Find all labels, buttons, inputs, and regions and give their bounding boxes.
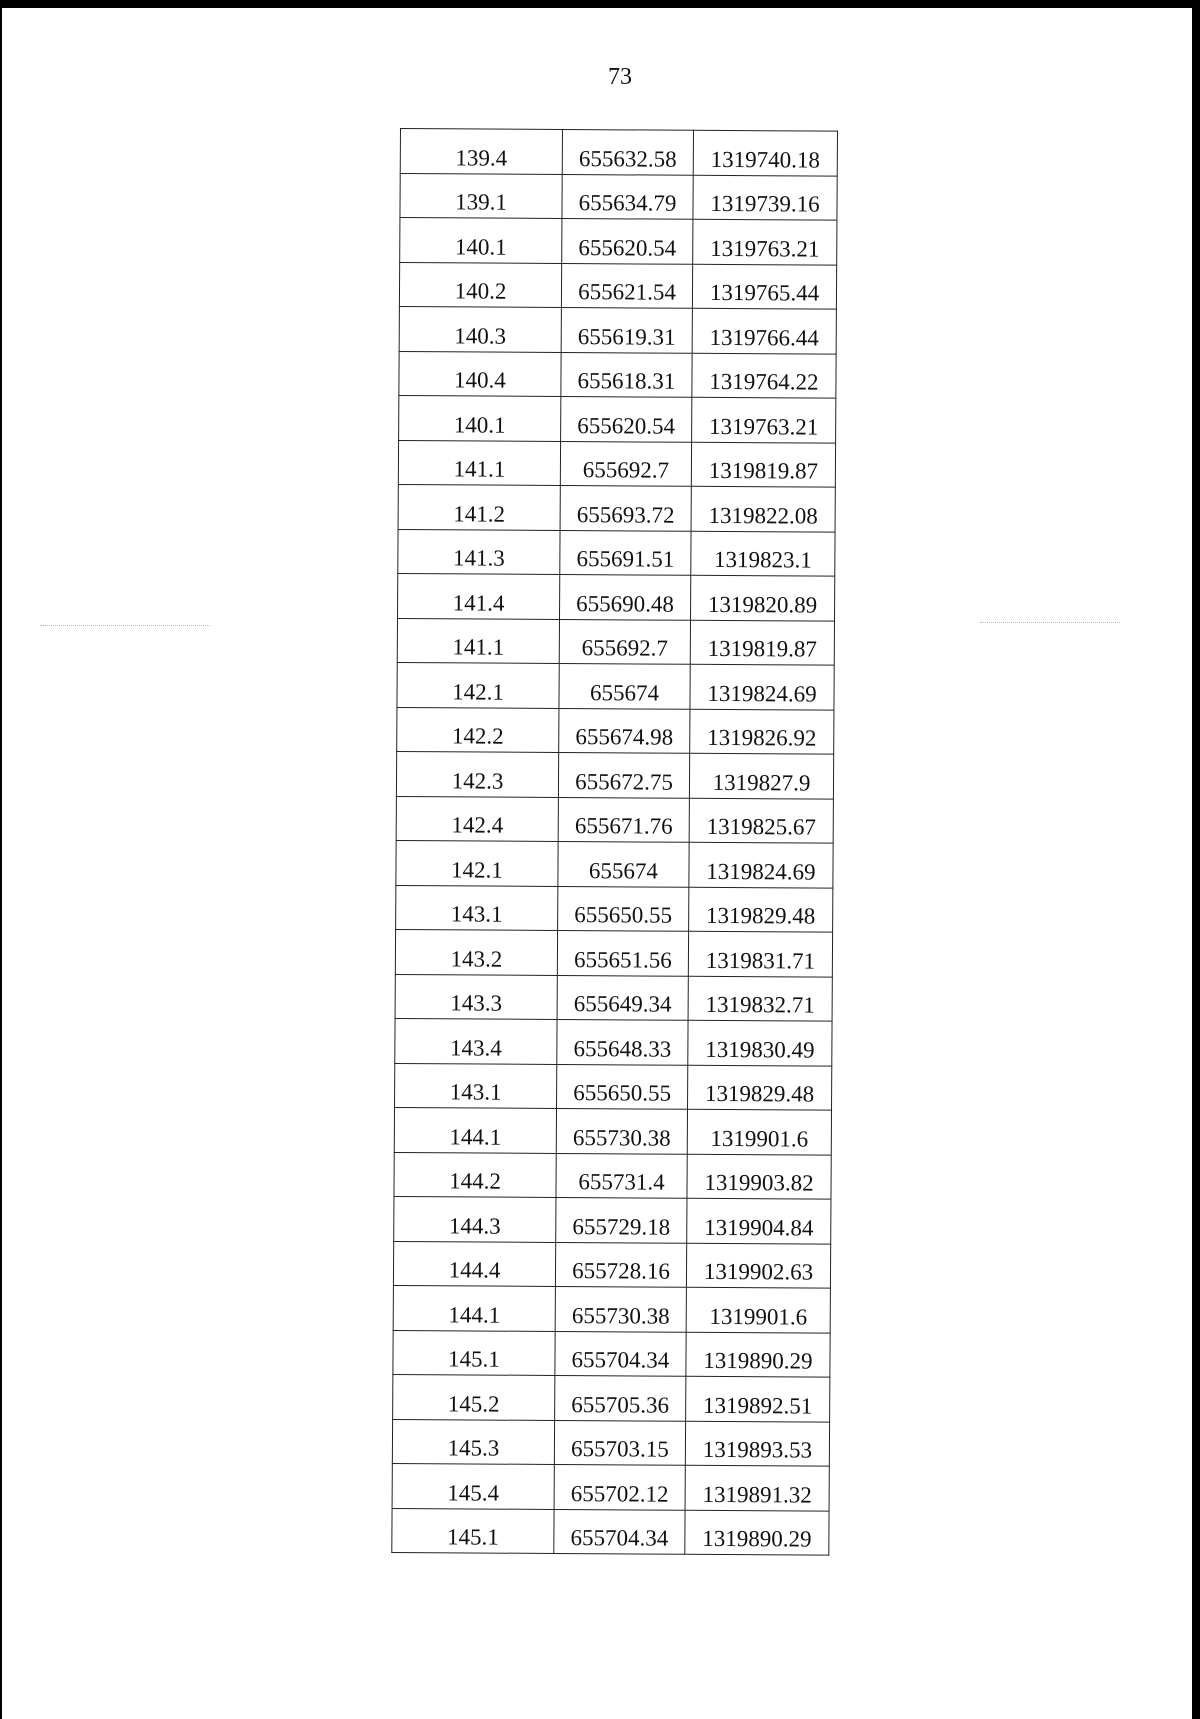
- y-coordinate-cell: 1319901.6: [686, 1287, 830, 1332]
- y-coordinate-cell: 1319825.67: [689, 798, 833, 843]
- table-row: [392, 1508, 829, 1555]
- page-number: 73: [608, 64, 632, 90]
- table-row: [393, 1374, 830, 1421]
- point-id-cell: 145.4: [392, 1463, 554, 1508]
- x-coordinate-cell: 655620.54: [561, 396, 692, 441]
- x-coordinate-cell: 655690.48: [560, 574, 691, 619]
- y-coordinate-cell: 1319831.71: [688, 931, 832, 976]
- x-coordinate-cell: 655618.31: [561, 352, 692, 397]
- table-row: [395, 929, 832, 976]
- y-coordinate-cell: 1319829.48: [689, 887, 833, 932]
- point-id-cell: 140.1: [399, 395, 561, 440]
- point-id-cell: 144.2: [394, 1152, 556, 1197]
- point-id-cell: 143.2: [395, 929, 557, 974]
- point-id-cell: 141.1: [397, 618, 559, 663]
- x-coordinate-cell: 655692.7: [559, 619, 690, 664]
- y-coordinate-cell: 1319890.29: [686, 1332, 830, 1377]
- table-row: [393, 1241, 830, 1288]
- point-id-cell: 145.3: [392, 1419, 554, 1464]
- table-row: [397, 662, 834, 709]
- y-coordinate-cell: 1319830.49: [688, 1020, 832, 1065]
- x-coordinate-cell: 655650.55: [558, 886, 689, 931]
- x-coordinate-cell: 655693.72: [560, 485, 691, 530]
- y-coordinate-cell: 1319893.53: [685, 1421, 829, 1466]
- x-coordinate-cell: 655648.33: [557, 1019, 688, 1064]
- point-id-cell: 141.4: [398, 573, 560, 618]
- y-coordinate-cell: 1319826.92: [690, 709, 834, 754]
- point-id-cell: 142.4: [396, 796, 558, 841]
- x-coordinate-cell: 655649.34: [557, 975, 688, 1020]
- x-coordinate-cell: 655671.76: [558, 797, 689, 842]
- x-coordinate-cell: 655691.51: [560, 530, 691, 575]
- table-row: [400, 218, 837, 265]
- point-id-cell: 140.1: [400, 218, 562, 263]
- y-coordinate-cell: 1319832.71: [688, 976, 832, 1021]
- y-coordinate-cell: 1319739.16: [693, 175, 837, 220]
- y-coordinate-cell: 1319819.87: [690, 620, 834, 665]
- x-coordinate-cell: 655620.54: [562, 218, 693, 263]
- x-coordinate-cell: 655731.4: [556, 1153, 687, 1198]
- scan-noise: [980, 622, 1120, 623]
- point-id-cell: 145.2: [393, 1374, 555, 1419]
- point-id-cell: 141.2: [398, 484, 560, 529]
- table-row: [399, 262, 836, 309]
- y-coordinate-cell: 1319903.82: [687, 1154, 831, 1199]
- x-coordinate-cell: 655674: [559, 663, 690, 708]
- table-row: [399, 306, 836, 353]
- point-id-cell: 140.4: [399, 351, 561, 396]
- table-row: [393, 1285, 830, 1332]
- x-coordinate-cell: 655632.58: [562, 129, 693, 174]
- point-id-cell: 145.1: [392, 1508, 554, 1553]
- y-coordinate-cell: 1319822.08: [691, 486, 835, 531]
- scan-edge-left: [0, 0, 2, 1719]
- table-row: [399, 395, 836, 442]
- x-coordinate-cell: 655674: [558, 841, 689, 886]
- y-coordinate-cell: 1319765.44: [692, 264, 836, 309]
- point-id-cell: 144.3: [394, 1196, 556, 1241]
- point-id-cell: 143.3: [395, 974, 557, 1019]
- point-id-cell: 142.1: [396, 840, 558, 885]
- table-row: [396, 751, 833, 798]
- table-row: [398, 440, 835, 487]
- y-coordinate-cell: 1319824.69: [690, 664, 834, 709]
- x-coordinate-cell: 655692.7: [560, 441, 691, 486]
- y-coordinate-cell: 1319827.9: [689, 753, 833, 798]
- y-coordinate-cell: 1319890.29: [685, 1510, 829, 1555]
- y-coordinate-cell: 1319763.21: [693, 219, 837, 264]
- table-row: [396, 796, 833, 843]
- point-id-cell: 140.3: [399, 306, 561, 351]
- point-id-cell: 143.1: [396, 885, 558, 930]
- x-coordinate-cell: 655729.18: [556, 1197, 687, 1242]
- x-coordinate-cell: 655704.34: [554, 1509, 685, 1554]
- table-row: [398, 529, 835, 576]
- point-id-cell: 140.2: [399, 262, 561, 307]
- point-id-cell: 141.1: [398, 440, 560, 485]
- coordinates-table: [391, 128, 838, 1556]
- point-id-cell: 139.4: [400, 129, 562, 174]
- y-coordinate-cell: 1319820.89: [691, 575, 835, 620]
- y-coordinate-cell: 1319763.21: [692, 397, 836, 442]
- table-row: [394, 1196, 831, 1243]
- y-coordinate-cell: 1319904.84: [687, 1198, 831, 1243]
- y-coordinate-cell: 1319819.87: [691, 442, 835, 487]
- table-row: [400, 129, 837, 176]
- y-coordinate-cell: 1319740.18: [693, 130, 837, 175]
- table-row: [394, 1107, 831, 1154]
- table-row: [393, 1330, 830, 1377]
- x-coordinate-cell: 655672.75: [558, 752, 689, 797]
- table-row: [392, 1419, 829, 1466]
- scan-edge-right: [1192, 0, 1200, 1719]
- point-id-cell: 143.4: [395, 1018, 557, 1063]
- y-coordinate-cell: 1319891.32: [685, 1465, 829, 1510]
- table-row: [396, 885, 833, 932]
- table-row: [395, 1018, 832, 1065]
- x-coordinate-cell: 655650.55: [557, 1064, 688, 1109]
- point-id-cell: 142.3: [396, 751, 558, 796]
- point-id-cell: 143.1: [395, 1063, 557, 1108]
- y-coordinate-cell: 1319764.22: [692, 353, 836, 398]
- y-coordinate-cell: 1319824.69: [689, 842, 833, 887]
- x-coordinate-cell: 655702.12: [554, 1464, 685, 1509]
- table-row: [395, 1063, 832, 1110]
- x-coordinate-cell: 655634.79: [562, 174, 693, 219]
- x-coordinate-cell: 655728.16: [555, 1242, 686, 1287]
- scan-edge-top: [0, 0, 1200, 8]
- x-coordinate-cell: 655674.98: [559, 708, 690, 753]
- point-id-cell: 145.1: [393, 1330, 555, 1375]
- table-row: [397, 707, 834, 754]
- point-id-cell: 144.1: [394, 1107, 556, 1152]
- point-id-cell: 142.1: [397, 662, 559, 707]
- x-coordinate-cell: 655705.36: [555, 1375, 686, 1420]
- y-coordinate-cell: 1319766.44: [692, 308, 836, 353]
- table-row: [396, 840, 833, 887]
- x-coordinate-cell: 655651.56: [557, 930, 688, 975]
- y-coordinate-cell: 1319901.6: [687, 1109, 831, 1154]
- x-coordinate-cell: 655619.31: [561, 307, 692, 352]
- y-coordinate-cell: 1319892.51: [686, 1376, 830, 1421]
- table-row: [397, 618, 834, 665]
- coordinates-table-body: [392, 129, 838, 1556]
- table-row: [400, 173, 837, 220]
- x-coordinate-cell: 655704.34: [555, 1331, 686, 1376]
- x-coordinate-cell: 655730.38: [555, 1286, 686, 1331]
- point-id-cell: 144.1: [393, 1285, 555, 1330]
- point-id-cell: 144.4: [393, 1241, 555, 1286]
- table-row: [399, 351, 836, 398]
- y-coordinate-cell: 1319829.48: [688, 1065, 832, 1110]
- x-coordinate-cell: 655621.54: [561, 263, 692, 308]
- table-row: [398, 573, 835, 620]
- x-coordinate-cell: 655703.15: [554, 1420, 685, 1465]
- x-coordinate-cell: 655730.38: [556, 1108, 687, 1153]
- point-id-cell: 142.2: [397, 707, 559, 752]
- table-row: [392, 1463, 829, 1510]
- point-id-cell: 141.3: [398, 529, 560, 574]
- table-row: [398, 484, 835, 531]
- point-id-cell: 139.1: [400, 173, 562, 218]
- y-coordinate-cell: 1319823.1: [691, 531, 835, 576]
- table-row: [395, 974, 832, 1021]
- y-coordinate-cell: 1319902.63: [686, 1243, 830, 1288]
- scan-noise: [40, 625, 210, 626]
- table-row: [394, 1152, 831, 1199]
